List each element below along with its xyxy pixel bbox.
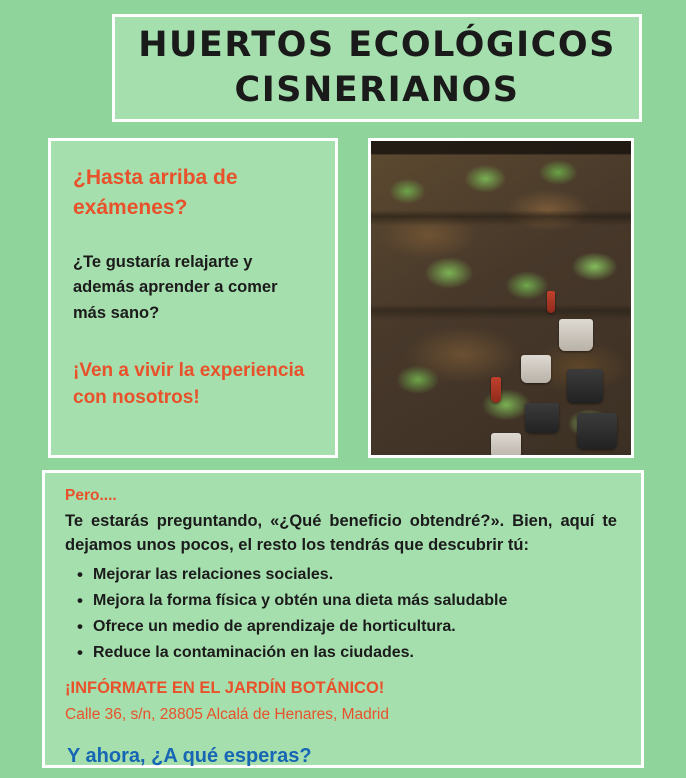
photo-pot — [577, 413, 617, 449]
address-text: Calle 36, s/n, 28805 Alcalá de Henares, Madrid — [65, 705, 389, 723]
seedlings-photo-frame — [368, 138, 634, 458]
photo-pot — [521, 355, 551, 383]
photo-marker — [491, 377, 501, 403]
invite-text: ¡Ven a vivir la experiencia con nosotros! — [73, 359, 305, 409]
list-item: • Mejora la forma física y obtén una dieta más saludable — [75, 588, 623, 614]
title-banner — [112, 14, 642, 122]
left-text-panel — [48, 138, 338, 458]
question-text: ¿Te gustaría relajarte y además aprender a comer más sano? — [73, 252, 278, 322]
benefits-list — [65, 562, 623, 666]
hook-text: ¿Hasta arriba de exámenes? — [73, 166, 238, 220]
poster-title-line-1: HUERTOS ECOLÓGICOS — [138, 25, 616, 66]
list-item: • Reduce la contaminación en las ciudades. — [75, 640, 623, 666]
seedlings-photo — [371, 141, 631, 455]
bottom-text-panel — [42, 470, 644, 768]
photo-pot — [559, 319, 593, 351]
photo-marker — [547, 291, 555, 313]
info-location-text: ¡INFÓRMATE EN EL JARDÍN BOTÁNICO! — [65, 679, 385, 698]
pero-text: Pero.... — [65, 487, 117, 504]
photo-pot — [567, 369, 603, 403]
closing-text: Y ahora, ¿A qué esperas? — [67, 745, 312, 768]
intro-text: Te estarás preguntando, «¿Qué beneficio obtendré?». Bien, aquí te dejamos unos pocos, el resto los tendrás que descubrir tú: — [65, 512, 617, 555]
photo-pot — [491, 433, 521, 458]
list-item: • Ofrece un medio de aprendizaje de horticultura. — [75, 614, 623, 640]
list-item: • Mejorar las relaciones sociales. — [75, 562, 623, 588]
poster-title-line-2: CISNERIANOS — [234, 70, 520, 110]
photo-pot — [525, 403, 559, 433]
